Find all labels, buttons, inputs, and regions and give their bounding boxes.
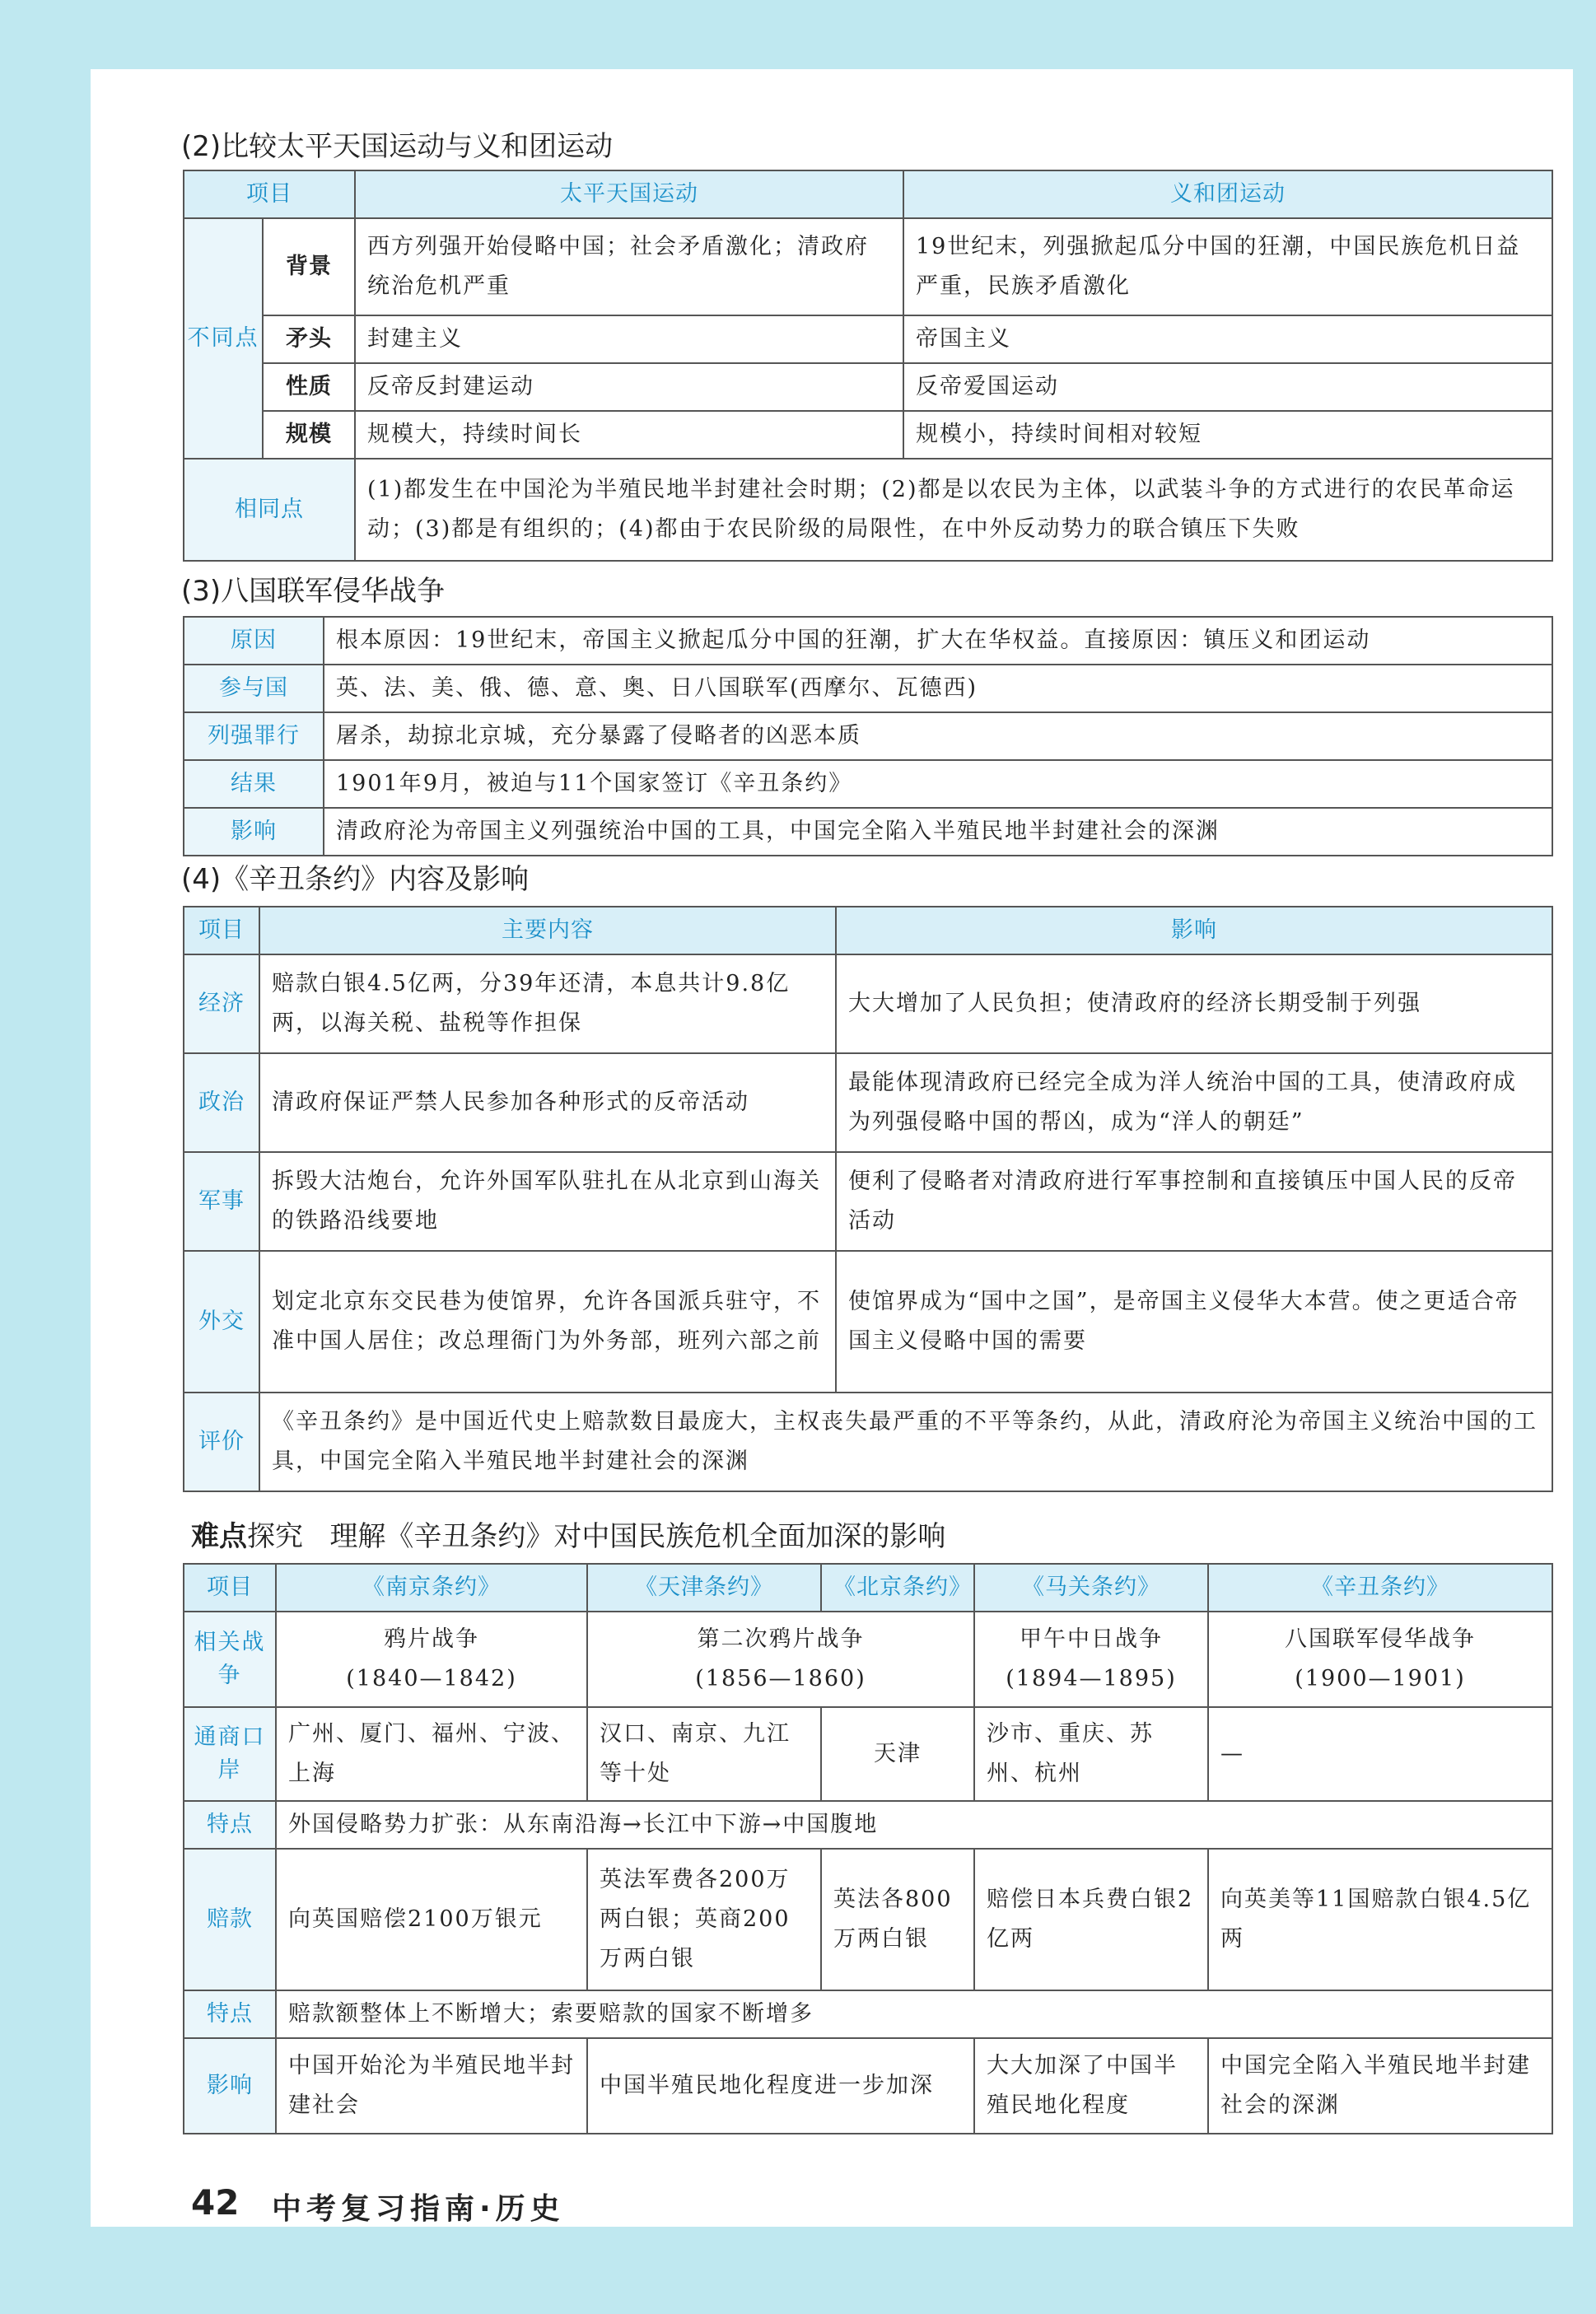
- row-label: 经济: [184, 954, 259, 1053]
- difficulty-tag: 难点: [191, 1520, 247, 1553]
- indemnity-cell: 英法军费各200万两白银；英商200万两白银: [587, 1849, 821, 1990]
- row-label: 列强罪行: [184, 712, 324, 760]
- difficulty-table: [183, 1563, 1553, 2134]
- port-cell: 广州、厦门、福州、宁波、上海: [276, 1707, 587, 1801]
- cell-a: 封建主义: [355, 315, 903, 363]
- compare-table: [183, 170, 1553, 562]
- treaty-maguan: 《马关条约》: [974, 1564, 1208, 1612]
- header-effect: 影响: [836, 907, 1552, 954]
- row-effect: 最能体现清政府已经完全成为洋人统治中国的工具，使清政府成为列强侵略中国的帮凶，成为“洋人的朝廷”: [836, 1053, 1552, 1152]
- row-effect: 使馆界成为“国中之国”，是帝国主义侵华大本营。使之更适合帝国主义侵略中国的需要: [836, 1251, 1552, 1393]
- header-content: 主要内容: [259, 907, 836, 954]
- row-content: 赔款白银4.5亿两，分39年还清，本息共计9.8亿两，以海关税、盐税等作担保: [259, 954, 836, 1053]
- war-cell: 甲午中日战争 (1894—1895): [974, 1612, 1208, 1707]
- row-text: 屠杀，劫掠北京城，充分暴露了侵略者的凶恶本质: [324, 712, 1552, 760]
- book-title: 中考复习指南·历史: [272, 2192, 565, 2226]
- header-item: 项目: [184, 907, 259, 954]
- row-effect: 便利了侵略者对清政府进行军事控制和直接镇压中国人民的反帝活动: [836, 1152, 1552, 1251]
- same-text: (1)都发生在中国沦为半殖民地半封建社会时期；(2)都是以农民为主体，以武装斗争的方式进行的农民革命运动；(3)都是有组织的；(4)都由于农民阶级的局限性，在中外反动势力的联合镇压下失败: [355, 459, 1552, 561]
- war-cell: 鸦片战争 (1840—1842): [276, 1612, 587, 1707]
- treaty-table: [183, 906, 1553, 1492]
- treaty-tianjin: 《天津条约》: [587, 1564, 821, 1612]
- cell-b: 规模小，持续时间相对较短: [903, 411, 1552, 459]
- row-label: 结果: [184, 760, 324, 808]
- section3-title: (3)八国联军侵华战争: [181, 575, 446, 608]
- port-cell: 沙市、重庆、苏州、杭州: [974, 1707, 1208, 1801]
- effect-cell: 中国完全陷入半殖民地半封建社会的深渊: [1208, 2038, 1552, 2134]
- header-item: 项目: [184, 170, 355, 218]
- cell-b: 19世纪末，列强掀起瓜分中国的狂潮，中国民族危机日益严重，民族矛盾激化: [903, 218, 1552, 315]
- indemnity-cell: 向英美等11国赔款白银4.5亿两: [1208, 1849, 1552, 1990]
- cell-a: 西方列强开始侵略中国；社会矛盾激化；清政府统治危机严重: [355, 218, 903, 315]
- row-text: 1901年9月，被迫与11个国家签订《辛丑条约》: [324, 760, 1552, 808]
- effect-cell: 中国开始沦为半殖民地半封建社会: [276, 2038, 587, 2134]
- difficulty-tag2: 探究: [247, 1520, 303, 1553]
- eval-text: 《辛丑条约》是中国近代史上赔款数目最庞大，主权丧失最严重的不平等条约，从此，清政府沦为帝国主义统治中国的工具，中国完全陷入半殖民地半封建社会的深渊: [259, 1393, 1552, 1491]
- feature-text: 赔款额整体上不断增大；索要赔款的国家不断增多: [276, 1990, 1552, 2038]
- difficulty-heading: 理解《辛丑条约》对中国民族危机全面加深的影响: [329, 1520, 946, 1553]
- cell-a: 规模大，持续时间长: [355, 411, 903, 459]
- feature-label: 特点: [184, 1801, 276, 1849]
- war-cell: 第二次鸦片战争 (1856—1860): [587, 1612, 974, 1707]
- row-content: 拆毁大沽炮台，允许外国军队驻扎在从北京到山海关的铁路沿线要地: [259, 1152, 836, 1251]
- row-sub: 矛头: [263, 315, 355, 363]
- effect-cell: 大大加深了中国半殖民地化程度: [974, 2038, 1208, 2134]
- indemnity-cell: 向英国赔偿2100万银元: [276, 1849, 587, 1990]
- row-text: 英、法、美、俄、德、意、奥、日八国联军(西摩尔、瓦德西): [324, 665, 1552, 712]
- treaty-xinchou: 《辛丑条约》: [1208, 1564, 1552, 1612]
- cell-b: 帝国主义: [903, 315, 1552, 363]
- treaty-nanjing: 《南京条约》: [276, 1564, 587, 1612]
- row-label: 军事: [184, 1152, 259, 1251]
- port-cell: —: [1208, 1707, 1552, 1801]
- page-number: 42: [191, 2182, 240, 2223]
- row-content: 划定北京东交民巷为使馆界，允许各国派兵驻守，不准中国人居住；改总理衙门为外务部，班列六部之前: [259, 1251, 836, 1393]
- section2-title: (2)比较太平天国运动与义和团运动: [181, 130, 614, 163]
- row-sub: 背景: [263, 218, 355, 315]
- diff-label: 不同点: [184, 218, 263, 459]
- row-text: 清政府沦为帝国主义列强统治中国的工具，中国完全陷入半殖民地半封建社会的深渊: [324, 808, 1552, 856]
- eval-label: 评价: [184, 1393, 259, 1491]
- port-label: 通商口岸: [184, 1707, 276, 1801]
- row-label: 政治: [184, 1053, 259, 1152]
- row-sub: 规模: [263, 411, 355, 459]
- port-cell: 天津: [821, 1707, 974, 1801]
- row-label: 原因: [184, 617, 324, 665]
- row-content: 清政府保证严禁人民参加各种形式的反帝活动: [259, 1053, 836, 1152]
- treaty-beijing: 《北京条约》: [821, 1564, 974, 1612]
- port-cell: 汉口、南京、九江等十处: [587, 1707, 821, 1801]
- feature-text: 外国侵略势力扩张：从东南沿海→长江中下游→中国腹地: [276, 1801, 1552, 1849]
- section4-title: (4)《辛丑条约》内容及影响: [181, 863, 530, 896]
- row-label: 外交: [184, 1251, 259, 1393]
- row-text: 根本原因：19世纪末，帝国主义掀起瓜分中国的狂潮，扩大在华权益。直接原因：镇压义和团运动: [324, 617, 1552, 665]
- row-label: 参与国: [184, 665, 324, 712]
- header-taiping: 太平天国运动: [355, 170, 903, 218]
- indemnity-cell: 英法各800万两白银: [821, 1849, 974, 1990]
- cell-b: 反帝爱国运动: [903, 363, 1552, 411]
- invasion-table: [183, 616, 1553, 856]
- cell-a: 反帝反封建运动: [355, 363, 903, 411]
- row-effect: 大大增加了人民负担；使清政府的经济长期受制于列强: [836, 954, 1552, 1053]
- header-item: 项目: [184, 1564, 276, 1612]
- effect-cell: 中国半殖民地化程度进一步加深: [587, 2038, 974, 2134]
- war-cell: 八国联军侵华战争 (1900—1901): [1208, 1612, 1552, 1707]
- row-label: 影响: [184, 808, 324, 856]
- indemnity-cell: 赔偿日本兵费白银2亿两: [974, 1849, 1208, 1990]
- same-label: 相同点: [184, 459, 355, 561]
- row-sub: 性质: [263, 363, 355, 411]
- indemnity-label: 赔款: [184, 1849, 276, 1990]
- feature-label: 特点: [184, 1990, 276, 2038]
- war-label: 相关战争: [184, 1612, 276, 1707]
- difficulty-title: [191, 1514, 945, 1554]
- header-yihetuan: 义和团运动: [903, 170, 1552, 218]
- effect-label: 影响: [184, 2038, 276, 2134]
